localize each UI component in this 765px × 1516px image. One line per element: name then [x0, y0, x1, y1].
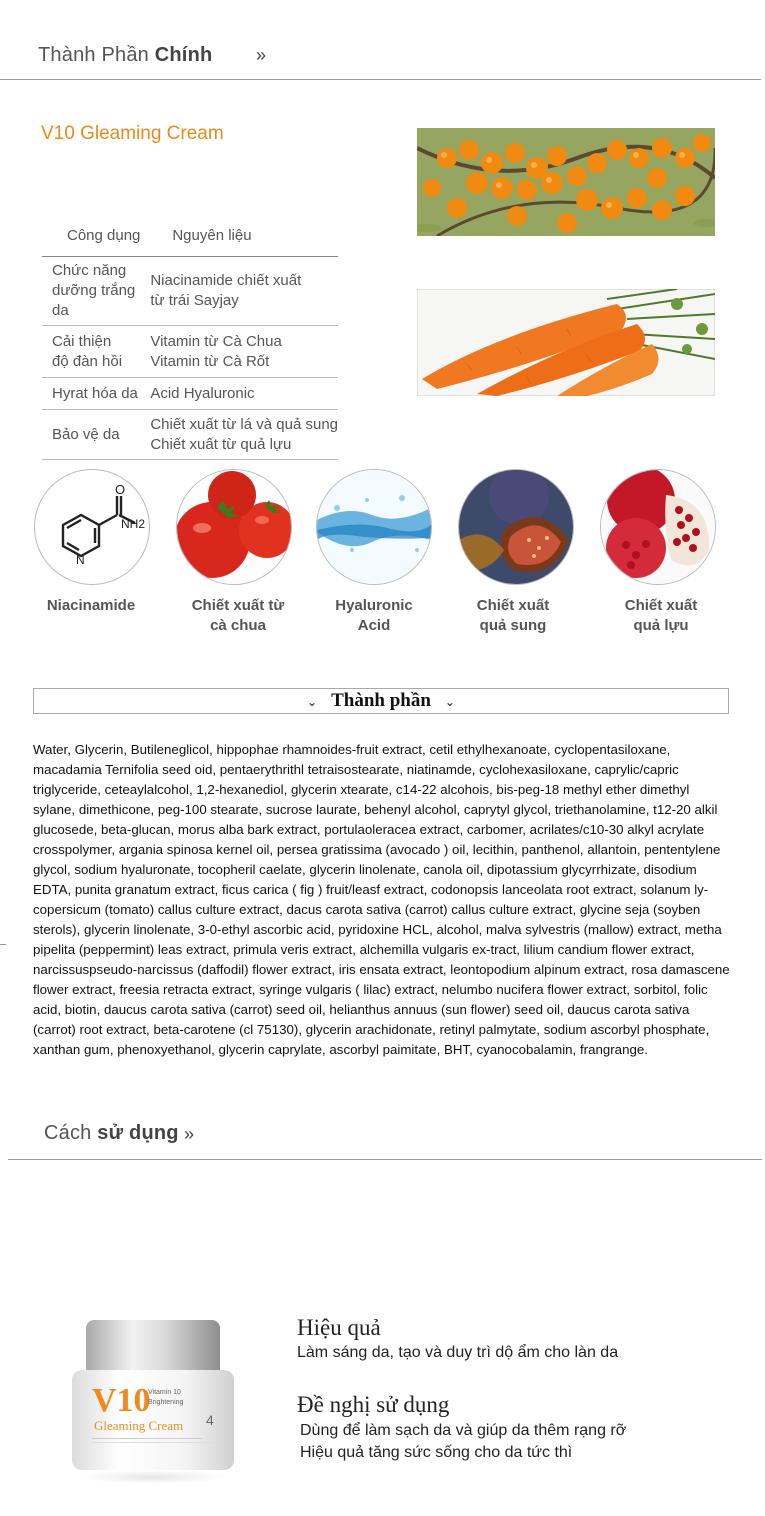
use-line: Bảo vệ da	[52, 425, 120, 443]
chevron-down-icon: ⌄	[307, 695, 318, 709]
title-bold: Chính	[154, 44, 213, 66]
pomegranate-circle	[600, 469, 716, 585]
jar-name: Gleaming Cream	[94, 1418, 184, 1433]
title-light: Cách	[44, 1122, 92, 1144]
ingredient-line: Chiết xuất từ lá và quả sung	[150, 415, 338, 433]
usage-divider	[8, 1159, 762, 1160]
jar-subtext: Vitamin 10 Brightening	[148, 1389, 184, 1406]
jar-fineprint-line	[92, 1438, 202, 1439]
carrots-image	[417, 289, 715, 396]
use-line: dưỡng trắng da	[52, 282, 136, 319]
use-line: Hyrat hóa da	[52, 384, 138, 402]
main-ingredients-title	[38, 44, 212, 67]
usage-table	[42, 214, 338, 460]
main-ingredients-arrow[interactable]: »	[256, 45, 267, 65]
effect-title: Hiệu quả	[297, 1315, 381, 1340]
header-use: Công dụng	[42, 214, 150, 257]
pomegranate-image	[601, 470, 715, 584]
use-line: Chức năng	[52, 262, 127, 279]
table-row	[42, 378, 338, 410]
ingredient-line: Niacinamide chiết xuất	[150, 272, 302, 289]
table-row	[42, 326, 338, 378]
tomato-image	[177, 470, 291, 584]
table-row	[42, 410, 338, 460]
circle-label: Chiết xuất quả sung	[476, 597, 550, 634]
use-line: Cải thiện	[52, 332, 112, 350]
cream-jar-image	[70, 1318, 236, 1488]
water-splash-image	[317, 470, 431, 584]
jar-lid	[86, 1320, 220, 1372]
amide-symbol: NH2	[121, 517, 146, 531]
chevron-down-icon: ⌄	[444, 695, 455, 709]
oxygen-symbol: O	[115, 482, 126, 497]
usage-arrow[interactable]: »	[184, 1124, 195, 1144]
fig-circle	[458, 469, 574, 585]
ingredient-line: Acid Hyaluronic	[150, 384, 255, 402]
nitrogen-symbol: N	[76, 553, 85, 567]
ingredients-toggle-label: Thành phần	[331, 690, 431, 711]
header-ingredient: Nguyên liệu	[150, 214, 338, 257]
recommend-line: Hiệu quả tăng sức sống cho da tức thì	[300, 1444, 573, 1461]
title-light: Thành Phần	[38, 44, 149, 66]
fig-image	[459, 470, 573, 584]
header-divider	[0, 79, 761, 80]
table-row	[42, 257, 338, 326]
effect-text: Làm sáng da, tạo và duy trì dộ ẩm cho làn da	[297, 1344, 619, 1361]
ingredients-text: Water, Glycerin, Butileneglicol, hippophae rhamnoides-fruit extract, cetil ethylhexanoate, cyclopentasiloxane, macadamia Ternifolia seed oid, pentaerythrithl tetraisostearate, niatinamde, cyclohexasiloxane, caprylic/capric triglyceride, ceteaylalcohol, 1,2-hexanediol, glycerin xtearate, c14-22 alcohois, bis-peg-18 methyl ether dimethyl sylane, dimethicone, peg-100 stearate, sucrose laurate, behenyl alcohol, caprytyl glycol, triethanolamine, t12-20 alkil glucosede, beta-glucan, morus alba bark extract, portulaoleracea extract, carbomer, acrilates/c10-30 alkyl acrylate crosspolymer, argania spinosa kernel oil, persea gratissima (avocado ) oil, lecithin, panthenol, allantoin, pententylene glycol, sodium hyaluronate, tocopheril caelate, glycerin linolenate, canola oil, dipotassium glycyrrhizate, disodium EDTA, punita granatum extract, ficus carica ( fig ) fruit/leasf extract, codonopsis lanceolata root extract, solanum ly-copersicum (tomato) callus culture extract, dacus carota sativa (carrot) callus culture extract, glycine seja (soyben sterols), glycerin linolenate, 3-0-ethyl ascorbic acid, pyridoxine HCL, alcohol, malva sylvestris (mallow) extract, metha pipelita (peppermint) leas extract, primula veris extract, alchemilla vulgaris ex-tract, lilium candium flower extract, narcissuspseudo-narcissus (daffodil) flower extract, iris ensata extract, leontopodium alpinum extract, rosa damascene flower extract, freesia retracta extract, syringe vulgaris ( lilac) extract, nelumbo nucifera flower extract, sorbitol, folic acid, biotin, daucus carota sativa (carrot) seed oil, helianthus annuus (sun flower) seed oil, daucus carota sativa (carrot) root extract, beta-carotene (cl 75130), glycerin arachidonate, retinyl palmytate, sodium ascorbyl phosphate, xanthan gum, phenoxyethanol, glycerin caprylate, ascorbyl paimitate, BHT, cyanocobalamin, frangrange.	[33, 742, 730, 1057]
hyaluronic-circle	[316, 469, 432, 585]
jar-number: 4	[206, 1412, 214, 1428]
usage-title	[44, 1122, 179, 1145]
molecule-icon	[35, 470, 149, 584]
ingredient-line: Vitamin từ Cà Chua	[150, 332, 282, 350]
tomato-circle	[176, 469, 292, 585]
ingredient-line: Vitamin từ Cà Rốt	[150, 352, 270, 370]
circle-label: Chiết xuất từ cà chua	[191, 597, 285, 634]
use-line: độ đàn hồi	[52, 352, 123, 370]
title-bold: sử dụng	[97, 1122, 179, 1144]
side-tick	[0, 944, 6, 945]
berries-image	[417, 128, 715, 236]
ingredient-line: Chiết xuất từ quả lựu	[150, 435, 292, 453]
jar-shadow	[80, 1470, 226, 1484]
circle-label: Chiết xuất quả lựu	[624, 597, 698, 634]
recommend-title: Đề nghị sử dụng	[297, 1392, 450, 1417]
jar-fineprint-line	[92, 1442, 212, 1443]
circle-label: Hyaluronic Acid	[335, 597, 413, 634]
recommend-line: Dùng để làm sạch da và giúp da thêm rạng rỡ	[300, 1422, 627, 1439]
niacinamide-circle	[34, 469, 150, 585]
product-name: V10 Gleaming Cream	[41, 123, 224, 144]
jar-brand: V10	[92, 1382, 151, 1419]
ingredient-line: từ trái Sayjay	[150, 292, 239, 309]
circle-label: Niacinamide	[46, 597, 136, 614]
ingredients-toggle[interactable]	[33, 688, 729, 714]
